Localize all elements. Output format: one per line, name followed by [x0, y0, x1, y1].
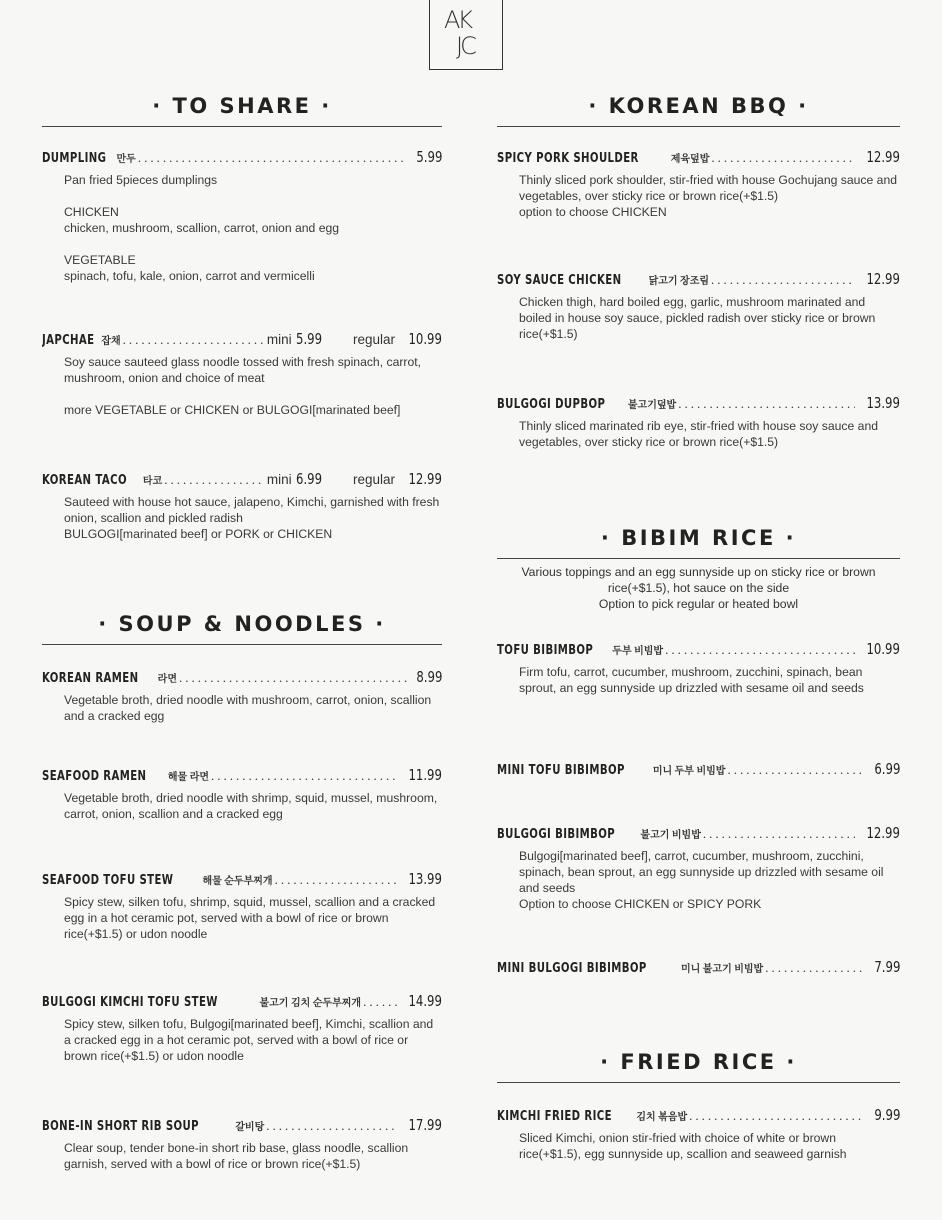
item-description [64, 494, 442, 542]
item-korean-name: 해물 라면 [167, 772, 210, 783]
item-description [64, 790, 442, 822]
menu-item [497, 824, 900, 912]
description-paragraph: Sliced Kimchi, onion stir-fried with choice of white or brown rice(+$1.5), egg sunnyside up, scallion and seaweed garnish [519, 1131, 847, 1161]
description-paragraph: Firm tofu, carrot, cucumber, mushroom, zucchini, spinach, bean sprout, an egg sunnyside up drizzled with sesame oil and seeds [519, 665, 864, 695]
dot-leader [703, 826, 855, 842]
description-paragraph: Vegetable broth, dried noodle with mushroom, carrot, onion, scallion and a cracked egg [64, 693, 432, 723]
item-korean-name: 미니 두부 비빔밥 [652, 766, 726, 777]
menu-item-title [497, 148, 900, 166]
menu-item [42, 470, 442, 542]
regular-label: regular [353, 332, 396, 347]
item-name: KIMCHI FRIED RICE [497, 1109, 612, 1124]
item-name: BULGOGI KIMCHI TOFU STEW [42, 995, 218, 1010]
section-heading: · KOREAN BBQ · [588, 94, 809, 118]
item-description [64, 1016, 442, 1064]
section-heading: · TO SHARE · [152, 94, 332, 118]
description-paragraph: Thinly sliced marinated rib eye, stir-fried with house soy sauce and vegetables, over sticky rice or brown rice(+$1.5) [519, 419, 879, 449]
description-paragraph: Soy sauce sauteed glass noodle tossed with fresh spinach, carrot, mushroom, onion and choice of meat [64, 355, 422, 385]
item-description [519, 294, 900, 342]
menu-item-title [42, 668, 442, 686]
item-korean-name: 라면 [157, 674, 177, 685]
item-name: SPICY PORK SHOULDER [497, 151, 639, 166]
description-paragraph: Chicken thigh, hard boiled egg, garlic, mushroom marinated and boiled in house soy sauce, pickled radish over sticky rice or brown rice(+$1.5) [519, 295, 876, 341]
menu-item-title [42, 330, 442, 348]
item-description [519, 664, 900, 696]
description-paragraph: Pan fried 5pieces dumplings [64, 173, 218, 187]
item-price: 11.99 [408, 766, 442, 784]
dot-leader [138, 150, 407, 166]
menu-item [42, 668, 442, 724]
section-divider [497, 126, 900, 127]
dot-leader [123, 332, 265, 348]
menu-item [497, 1106, 900, 1162]
item-name: DUMPLING [42, 151, 107, 166]
menu-item-title [42, 870, 442, 888]
item-name: SEAFOOD RAMEN [42, 769, 147, 784]
menu-item-title [42, 1116, 442, 1134]
item-name: MINI TOFU BIBIMBOP [497, 763, 625, 778]
item-description [64, 894, 442, 942]
mini-label: mini [266, 332, 292, 347]
description-paragraph: Spicy stew, silken tofu, shrimp, squid, mussel, scallion and a cracked egg in a hot ceramic pot, served with a bowl of rice or brown rice(+$1.5) or udon noodle [64, 895, 436, 941]
item-description [519, 172, 900, 220]
item-price: 13.99 [408, 870, 442, 888]
menu-item [497, 148, 900, 220]
dot-leader [689, 1108, 864, 1124]
dot-leader [665, 642, 855, 658]
mini-label: mini [266, 472, 292, 487]
item-price: 12.99 [866, 824, 900, 842]
menu-item [42, 1116, 442, 1172]
item-korean-name: 잡채 [101, 336, 121, 347]
restaurant-logo [429, 0, 503, 70]
menu-item-title [497, 640, 900, 658]
dot-leader [266, 1118, 397, 1134]
item-korean-name: 미니 불고기 비빔밥 [680, 964, 764, 975]
dot-leader [211, 768, 397, 784]
menu-item-title [497, 824, 900, 842]
section-divider [497, 558, 900, 559]
item-name: BULGOGI BIBIMBOP [497, 827, 616, 842]
item-description [519, 1130, 900, 1162]
item-korean-name: 해물 순두부찌개 [202, 876, 273, 887]
item-name: BONE-IN SHORT RIB SOUP [42, 1119, 199, 1134]
item-korean-name: 만두 [116, 154, 136, 165]
item-price: 10.99 [408, 330, 442, 348]
item-korean-name: 불고기 비빔밥 [640, 830, 701, 841]
item-korean-name: 닭고기 장조림 [648, 276, 710, 287]
item-description [64, 172, 442, 284]
item-price: 12.99 [408, 470, 442, 488]
item-korean-name: 김치 볶음밥 [636, 1112, 688, 1123]
menu-item-title [42, 766, 442, 784]
item-price: 8.99 [415, 668, 442, 686]
menu-item [42, 870, 442, 942]
menu-item-title [497, 394, 900, 412]
menu-item-title [497, 760, 900, 778]
menu-item [42, 766, 442, 822]
dot-leader [678, 396, 855, 412]
item-korean-name: 갈비탕 [235, 1122, 265, 1133]
item-price: 7.99 [873, 958, 900, 976]
section-note: Various toppings and an egg sunnyside up on sticky rice or brown rice(+$1.5), hot sauce on the side Option to pick regular or heated bowl [521, 565, 876, 611]
menu-item [42, 992, 442, 1064]
description-paragraph: Vegetable broth, dried noodle with shrimp, squid, mussel, mushroom, carrot, onion, scallion and a cracked egg [64, 791, 438, 821]
item-korean-name: 불고기덮밥 [627, 400, 677, 411]
menu-item [497, 270, 900, 342]
item-price: 9.99 [873, 1106, 900, 1124]
section-divider [497, 1082, 900, 1083]
mini-price: 5.99 [295, 330, 322, 348]
description-paragraph: VEGETABLE spinach, tofu, kale, onion, carrot and vermicelli [64, 253, 315, 283]
item-korean-name: 두부 비빔밥 [612, 646, 664, 657]
section-bibim-rice [497, 526, 900, 559]
section-soup-noodles [42, 612, 442, 645]
item-price: 17.99 [408, 1116, 442, 1134]
item-price: 5.99 [415, 148, 442, 166]
dot-leader [179, 670, 407, 686]
description-paragraph: Bulgogi[marinated beef], carrot, cucumber, mushroom, zucchini, spinach, bean sprout, an egg sunnyside up drizzled with sesame oil and seeds Option to choose CHICKEN or SPICY PORK [519, 849, 884, 911]
dot-leader [727, 762, 864, 778]
menu-item-title [497, 1106, 900, 1124]
item-name: BULGOGI DUPBOP [497, 397, 606, 412]
item-price: 10.99 [866, 640, 900, 658]
menu-item-title [42, 470, 442, 488]
menu-item [497, 760, 900, 778]
menu-item-title [497, 958, 900, 976]
item-price: 13.99 [866, 394, 900, 412]
description-paragraph: Clear soup, tender bone-in short rib base, glass noodle, scallion garnish, served with a bowl of rice or brown rice(+$1.5) [64, 1141, 409, 1171]
item-description [519, 418, 900, 450]
item-korean-name: 제육덮밥 [670, 154, 710, 165]
menu-item-title [497, 270, 900, 288]
section-divider [42, 126, 442, 127]
menu-item [497, 640, 900, 696]
regular-label: regular [353, 472, 396, 487]
item-description [64, 1140, 442, 1172]
item-price: 12.99 [866, 270, 900, 288]
mini-price: 6.99 [295, 470, 322, 488]
item-description [64, 692, 442, 724]
logo-line-1: AK [444, 6, 471, 34]
section-heading: · BIBIM RICE · [600, 526, 797, 550]
dot-leader [711, 272, 855, 288]
item-korean-name: 불고기 김치 순두부찌개 [259, 998, 362, 1009]
item-price: 14.99 [408, 992, 442, 1010]
section-heading: · SOUP & NOODLES · [98, 612, 386, 636]
dot-leader [363, 994, 397, 1010]
dot-leader [275, 872, 397, 888]
item-description [64, 354, 442, 418]
section-korean-bbq [497, 94, 900, 127]
dot-leader [711, 150, 855, 166]
description-paragraph: Sauteed with house hot sauce, jalapeno, Kimchi, garnished with fresh onion, scallion and pickled radish BULGOGI[marinated beef] or PORK or CHICKEN [64, 495, 440, 541]
menu-item-title [42, 148, 442, 166]
description-paragraph: Thinly sliced pork shoulder, stir-fried with house Gochujang sauce and vegetables, over sticky rice or brown rice(+$1.5) option to choose CHICKEN [519, 173, 898, 219]
menu-item-title [42, 992, 442, 1010]
section-to-share [42, 94, 442, 127]
menu-item [42, 148, 442, 284]
item-price: 6.99 [873, 760, 900, 778]
menu-item [497, 958, 900, 976]
description-paragraph: more VEGETABLE or CHICKEN or BULGOGI[marinated beef] [64, 403, 401, 417]
item-name: MINI BULGOGI BIBIMBOP [497, 961, 647, 976]
item-name: KOREAN RAMEN [42, 671, 139, 686]
description-paragraph: CHICKEN chicken, mushroom, scallion, carrot, onion and egg [64, 205, 340, 235]
section-fried-rice [497, 1050, 900, 1083]
logo-line-2: JC [456, 32, 474, 60]
item-price: 12.99 [866, 148, 900, 166]
item-name: TOFU BIBIMBOP [497, 643, 594, 658]
description-paragraph: Spicy stew, silken tofu, Bulgogi[marinated beef], Kimchi, scallion and a cracked egg in a hot ceramic pot, served with a bowl of rice or brown rice(+$1.5) or udon noodle [64, 1017, 434, 1063]
section-heading: · FRIED RICE · [600, 1050, 797, 1074]
item-name: JAPCHAE [42, 333, 95, 348]
item-korean-name: 타코 [142, 476, 163, 487]
menu-item [42, 330, 442, 418]
section-divider [42, 644, 442, 645]
dot-leader [765, 960, 864, 976]
item-name: KOREAN TACO [42, 473, 127, 488]
item-description [519, 848, 900, 912]
item-name: SEAFOOD TOFU STEW [42, 873, 174, 888]
dot-leader [164, 472, 265, 488]
item-name: SOY SAUCE CHICKEN [497, 273, 622, 288]
menu-item [497, 394, 900, 450]
